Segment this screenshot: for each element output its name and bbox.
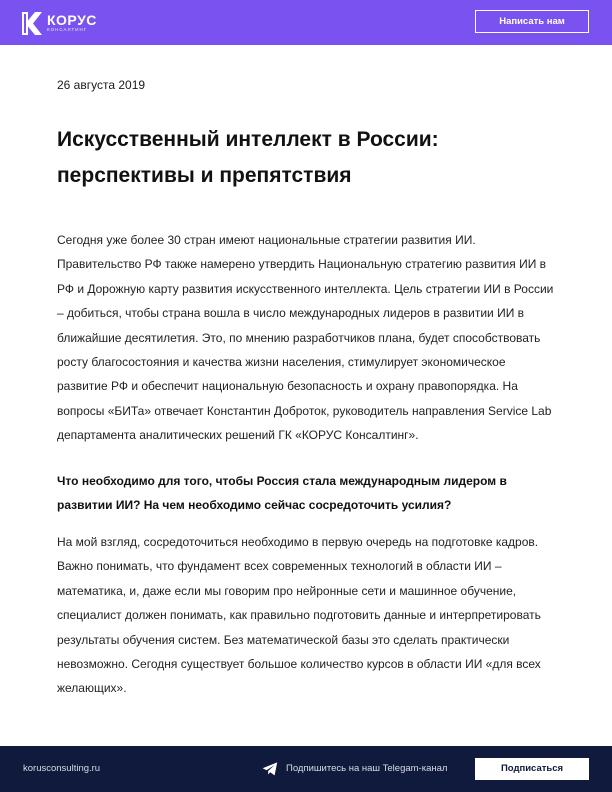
site-footer [0,746,612,792]
telegram-icon[interactable] [262,762,278,776]
logo-sub: КОНСАЛТИНГ [47,27,88,32]
interview-answer: На мой взгляд, сосредоточиться необходимо в первую очередь на подготовке кадров. Важно понимать, что фундамент всех современных технологий в области ИИ – математика, и, даже если мы говорим про нейронные сети и машинное обучение, специалист должен понимать, как правильно подготовить данные и интерпретировать результаты обучения систем. Без математической базы это сделать практически невозможно. Сегодня существует большое количество курсов в области ИИ «для всех желающих». [57,535,541,696]
site-link[interactable]: korusconsulting.ru [23,763,101,774]
subscribe-button[interactable]: Подписаться [475,758,589,780]
logo[interactable] [22,11,97,35]
logo-word: КОРУС [47,12,97,28]
interview-question: Что необходимо для того, чтобы Россия стала международным лидером в развитии ИИ? На чем необходимо сейчас сосредоточить усилия? [57,474,507,513]
site-header [0,0,612,45]
article-intro: Сегодня уже более 30 стран имеют национальные стратегии развития ИИ. Правительство РФ также намерено утвердить Национальную стратегию развития ИИ в РФ и Дорожную карту развития искусственного интеллекта. Цель стратегии ИИ в России – добиться, чтобы страна вошла в число международных лидеров в развитии ИИ в ближайшие десятилетия. Это, по мнению разработчиков плана, будет способствовать росту благосостояния и качества жизни населения, стимулирует экономическое развитие РФ и обеспечит национальную безопасность и охрану правопорядка. На вопросы «БИТа» отвечает Константин Доброток, руководитель направления Service Lab департамента аналитических решений ГК «КОРУС Консалтинг». [57,233,554,443]
korus-logo-icon [22,12,42,35]
article-title: Искусственный интеллект в России: перспективы и препятствия [57,128,439,187]
telegram-subscribe-text[interactable]: Подпишитесь на наш Telegam-канал [286,763,448,774]
article-date: 26 августа 2019 [57,78,146,92]
logo-text [47,13,97,33]
write-us-button[interactable]: Написать нам [475,10,589,33]
